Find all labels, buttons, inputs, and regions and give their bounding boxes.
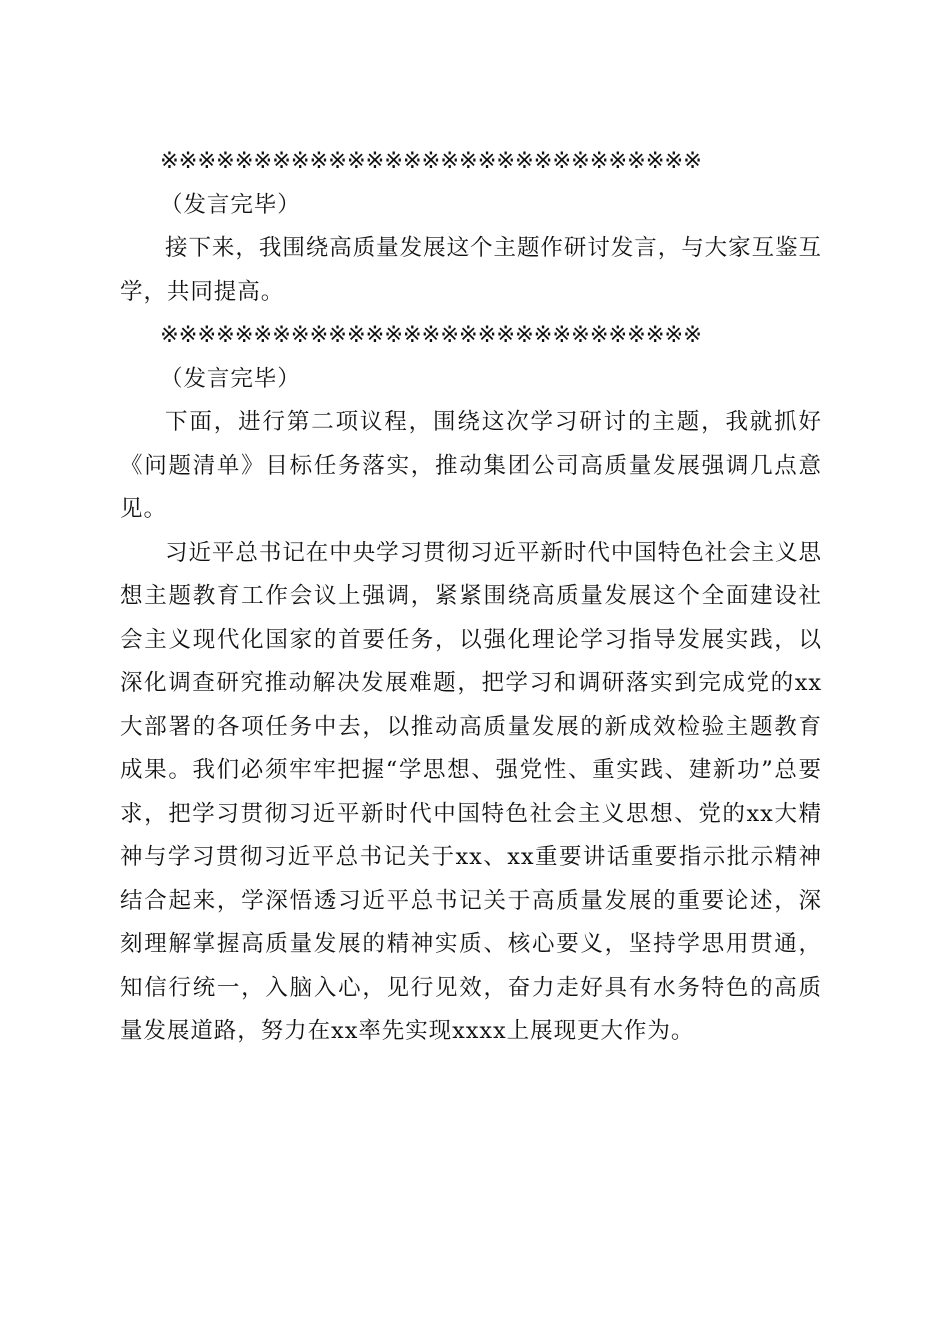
paragraph-main: 习近平总书记在中央学习贯彻习近平新时代中国特色社会主义思想主题教育工作会议上强调，紧紧围绕高质量发展这个全面建设社会主义现代化国家的首要任务，以强化理论学习指导发展实践，以深化调查研究推动解决发展难题，把学习和调研落实到完成党的xx大部署的各项任务中去，以推动高质量发展的新成效检验主题教育成果。我们必须牢牢把握“学思想、强党性、重实践、建新功”总要求，把学习贯彻习近平新时代中国特色社会主义思想、党的xx大精神与学习贯彻习近平总书记关于xx、xx重要讲话重要指示批示精神结合起来，学深悟透习近平总书记关于高质量发展的重要论述，深刻理解掌握高质量发展的精神实质、核心要义，坚持学思用贯通，知信行统一，入脑入心，见行见效，奋力走好具有水务特色的高质量发展道路，努力在xx率先实现xxxx上展现更大作为。 [120, 539, 822, 1044]
paragraph-agenda: 下面，进行第二项议程，围绕这次学习研讨的主题，我就抓好《问题清单》目标任务落实，推动集团公司高质量发展强调几点意见。 [120, 409, 822, 522]
separator-stars-2: ※※※※※※※※※※※※※※※※※※※※※※※※※※※※※ [160, 322, 702, 348]
speech-end-note-2: （发言完毕） [160, 365, 301, 392]
separator-stars-1: ※※※※※※※※※※※※※※※※※※※※※※※※※※※※※ [160, 148, 702, 174]
document-body [120, 140, 822, 1054]
speech-end-note-1: （发言完毕） [160, 191, 301, 218]
paragraph-transition: 接下来，我围绕高质量发展这个主题作研讨发言，与大家互鉴互学，共同提高。 [120, 235, 822, 305]
